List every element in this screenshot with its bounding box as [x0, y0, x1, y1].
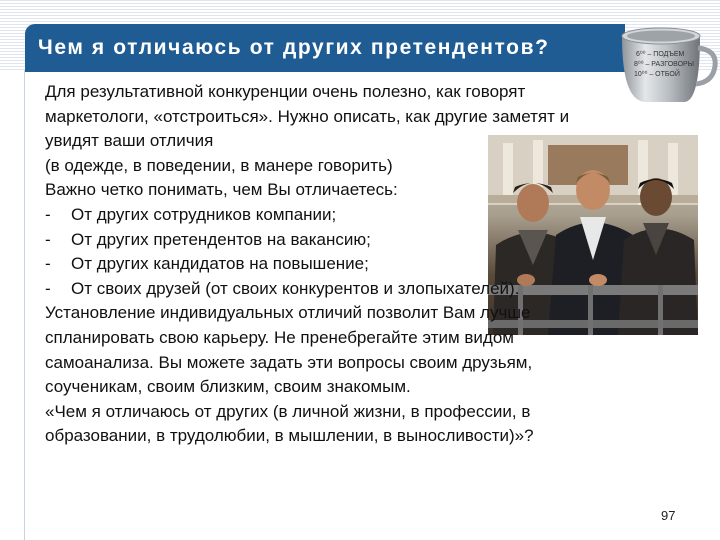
list-item-text: От своих друзей (от своих конкурентов и злопыхателей).: [71, 278, 520, 298]
bullet-marker: -: [45, 278, 51, 298]
intro-paragraph: Для результативной конкуренции очень полезно, как говорят маркетологи, «отстроиться». Нужно описать, как другие заметят и увидят ваши отличия: [45, 82, 570, 151]
list-item: [45, 277, 605, 302]
examples-paragraph: (в одежде, в поведении, в манере говорить): [45, 155, 393, 175]
steel-mug-image: [618, 6, 718, 106]
list-item-text: От других сотрудников компании;: [71, 204, 337, 224]
list-item-text: От других претендентов на вакансию;: [71, 229, 371, 249]
left-rule: [24, 70, 25, 540]
slide-body: [45, 80, 605, 449]
bullet-marker: -: [45, 254, 51, 274]
bullet-marker: -: [45, 229, 51, 249]
bullet-marker: -: [45, 204, 51, 224]
page-number: 97: [661, 508, 676, 523]
conclusion-paragraph: Установление индивидуальных отличий позволит Вам лучше спланировать свою карьеру. Не пренебрегайте этим видом самоанализа. Вы можете задать эти вопросы своим друзьям, соученикам, своим близким, своим знакомым.: [45, 303, 533, 397]
list-item-text: От других кандидатов на повышение;: [71, 254, 369, 274]
list-lead: Важно четко понимать, чем Вы отличаетесь:: [45, 180, 398, 200]
mug-line-3: 10⁰⁰ – ОТБОЙ: [634, 71, 680, 78]
quote-paragraph: «Чем я отличаюсь от других (в личной жизни, в профессии, в образовании, в трудолюбии, в мышлении, в выносливости)»?: [45, 401, 534, 446]
mug-line-1: 6⁰⁰ – ПОДЪЕМ: [636, 51, 685, 58]
slide-title: Чем я отличаюсь от других претендентов?: [38, 36, 550, 59]
mug-line-2: 8⁰⁰ – РАЗГОВОРЫ: [634, 61, 694, 68]
list-item: [45, 203, 605, 228]
list-item: [45, 252, 605, 277]
list-item: [45, 228, 605, 253]
